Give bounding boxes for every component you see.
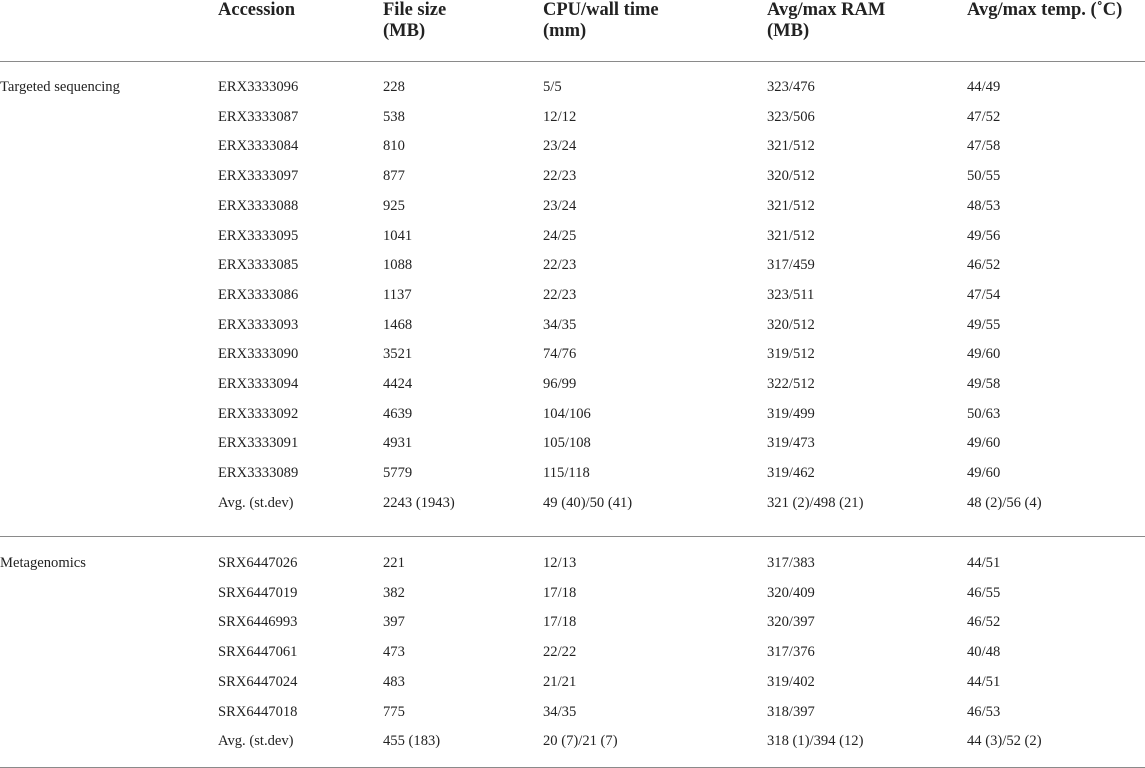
table-cell: 115/118 [543,465,590,482]
table-cell: 96/99 [543,376,577,392]
table-cell: 397 [383,614,405,631]
table-cell: 34/35 [543,703,577,720]
table-cell: 46/55 [967,584,1001,601]
table-cell: 46/53 [967,703,1001,720]
table-cell: 23/24 [543,138,577,155]
table-cell: 50/63 [967,405,1001,422]
summary-cell: 2243 (1943) [383,494,455,511]
table-cell: 925 [383,197,405,214]
column-header: CPU/wall time [543,0,659,20]
summary-cell: 20 (7)/21 (7) [543,733,618,750]
table-cell: 24/25 [543,227,577,244]
table-cell: 382 [383,584,405,601]
table-cell: 46/52 [967,257,1001,274]
table-cell: ERX3333085 [218,257,299,274]
table-cell: 1041 [383,227,413,244]
table-cell: 12/13 [543,555,577,571]
table-cell: 47/54 [967,286,1001,303]
table-cell: 483 [383,673,405,690]
table-cell: 17/18 [543,584,577,601]
table-cell: 538 [383,108,405,125]
summary-cell: 48 (2)/56 (4) [967,494,1042,511]
summary-cell: 44 (3)/52 (2) [967,733,1042,750]
table-cell: 50/55 [967,168,1001,185]
table-cell: 323/476 [767,79,815,95]
table-cell: 228 [383,79,405,95]
table-cell: ERX3333095 [218,227,299,244]
table-cell: ERX3333097 [218,168,299,185]
table-cell: 34/35 [543,316,577,333]
table-cell: ERX3333087 [218,108,299,125]
table-cell: 49/60 [967,435,1001,452]
table-cell: 319/402 [767,673,815,690]
table-cell: 319/462 [767,465,815,482]
table-cell: 22/23 [543,257,577,274]
table-cell: 320/512 [767,168,815,185]
table-rule [0,61,1145,62]
table-cell: 48/53 [967,197,1001,214]
table-cell: 473 [383,644,405,661]
table-cell: 5/5 [543,79,562,95]
table-cell: 3521 [383,346,413,363]
table-cell: 1468 [383,316,413,333]
table-cell: 317/459 [767,257,815,274]
table-cell: 320/397 [767,614,815,631]
table-cell: 322/512 [767,376,815,392]
table-cell: ERX3333089 [218,465,299,482]
table-cell: 321/512 [767,138,815,155]
table-cell: 323/506 [767,108,815,125]
table-cell: 810 [383,138,405,155]
column-header: (MB) [767,21,810,41]
table-cell: SRX6447024 [218,673,298,690]
table-cell: 317/383 [767,555,815,571]
table-cell: ERX3333091 [218,435,299,452]
summary-cell: 455 (183) [383,733,441,750]
table-cell: SRX6447019 [218,584,298,601]
group-label: Metagenomics [0,555,86,571]
table-cell: 74/76 [543,346,577,363]
group-label: Targeted sequencing [0,79,120,95]
summary-cell: Avg. (st.dev) [218,494,294,511]
table-cell: ERX3333092 [218,405,299,422]
summary-cell: 321 (2)/498 (21) [767,494,864,511]
table-cell: SRX6446993 [218,614,298,631]
table-cell: 22/23 [543,168,577,185]
table-cell: 5779 [383,465,413,482]
table-cell: 47/52 [967,108,1001,125]
table-rule [0,536,1145,537]
column-header: (mm) [543,21,587,41]
column-header: Avg/max temp. (˚C) [967,0,1123,20]
table-cell: 46/52 [967,614,1001,631]
table-cell: ERX3333090 [218,346,299,363]
table-cell: 1088 [383,257,413,274]
table-cell: 44/49 [967,79,1001,95]
table-cell: 877 [383,168,405,185]
column-header: Avg/max RAM [767,0,886,20]
table-cell: 49/58 [967,376,1001,392]
table-cell: ERX3333094 [218,376,299,392]
table-cell: 4424 [383,376,413,392]
column-header: File size [383,0,447,20]
table-cell: 321/512 [767,227,815,244]
table-cell: 49/55 [967,316,1001,333]
table-cell: 47/58 [967,138,1001,155]
table-cell: 319/499 [767,405,815,422]
table-cell: 22/23 [543,286,577,303]
table-cell: ERX3333086 [218,286,299,303]
table-cell: 44/51 [967,555,1001,571]
table-cell: 49/56 [967,227,1001,244]
table-cell: 319/512 [767,346,815,363]
table-cell: 320/512 [767,316,815,333]
table-cell: 4639 [383,405,413,422]
table-cell: 17/18 [543,614,577,631]
table-cell: 12/12 [543,108,577,125]
table-cell: ERX3333096 [218,79,299,95]
table-cell: SRX6447018 [218,703,298,720]
table-cell: 318/397 [767,703,815,720]
table-cell: 4931 [383,435,413,452]
table-cell: 1137 [383,286,412,303]
table-cell: 775 [383,703,405,720]
summary-cell: 318 (1)/394 (12) [767,733,864,750]
table-cell: 320/409 [767,584,815,601]
table-cell: 317/376 [767,644,815,661]
table-cell: 323/511 [767,286,815,303]
table-cell: ERX3333093 [218,316,299,333]
table-cell: 21/21 [543,673,577,690]
column-header: (MB) [383,21,426,41]
summary-cell: Avg. (st.dev) [218,733,294,750]
table-cell: 23/24 [543,197,577,214]
table-cell: 49/60 [967,465,1001,482]
table-cell: 221 [383,555,405,571]
table-cell: SRX6447026 [218,555,298,571]
table-cell: 40/48 [967,644,1001,661]
summary-cell: 49 (40)/50 (41) [543,494,633,511]
table-cell: 321/512 [767,197,815,214]
table-cell: 22/22 [543,644,577,661]
table-cell: 105/108 [543,435,591,452]
table-cell: 104/106 [543,405,591,422]
table-cell: ERX3333088 [218,197,299,214]
table-cell: 49/60 [967,346,1001,363]
table-cell: 319/473 [767,435,815,452]
table-cell: SRX6447061 [218,644,298,661]
table-cell: 44/51 [967,673,1001,690]
table-cell: ERX3333084 [218,138,299,155]
column-header: Accession [218,0,296,20]
